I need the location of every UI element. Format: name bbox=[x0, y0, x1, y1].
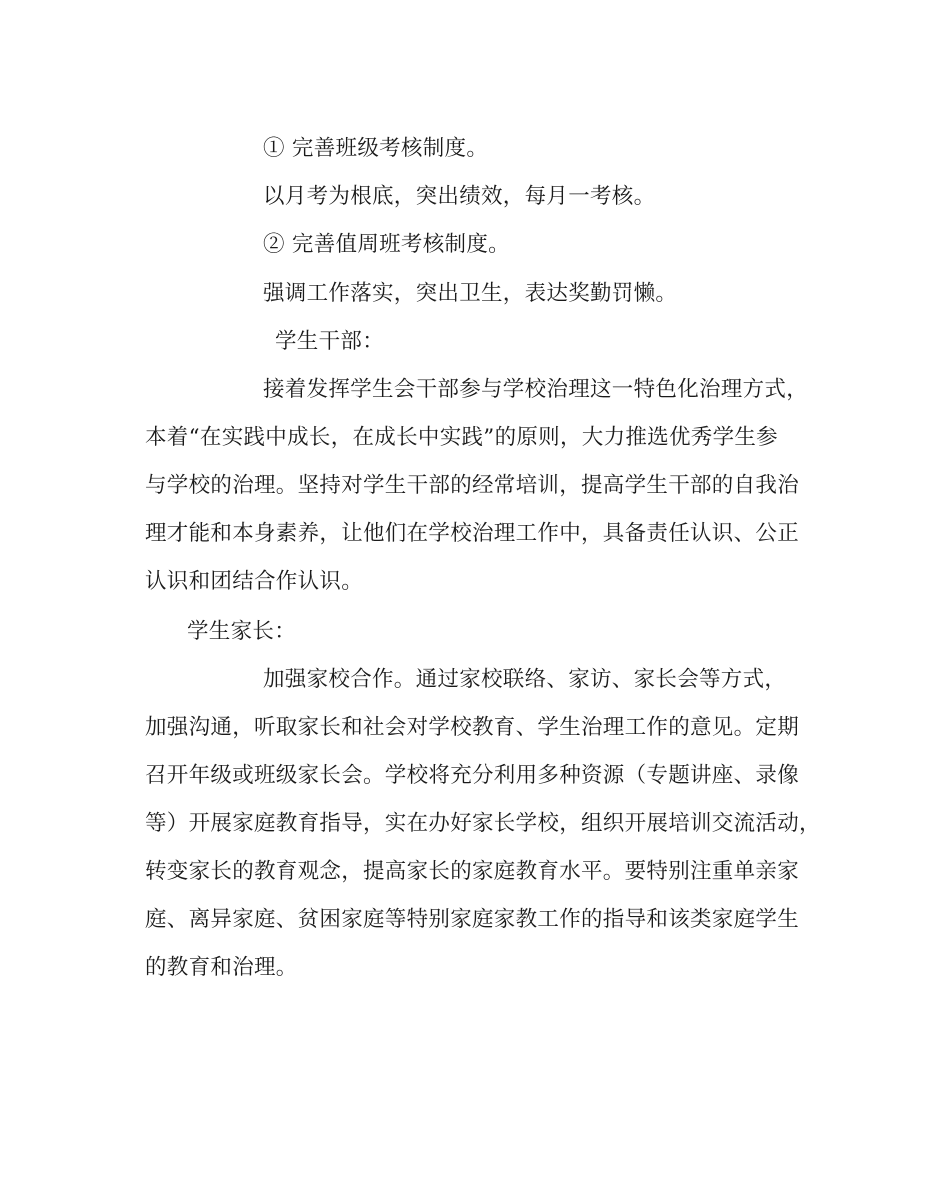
paragraph-line: 等）开展家庭教育指导，实在办好家长学校，组织开展培训交流活动， bbox=[145, 811, 821, 836]
paragraph-line: 与学校的治理。坚持对学生干部的经常培训，提高学生干部的自我治 bbox=[145, 473, 800, 498]
paragraph-line: 召开年级或班级家长会。学校将充分利用多种资源（专题讲座、录像 bbox=[145, 763, 800, 788]
list-item-class-assessment: ① 完善班级考核制度。 bbox=[263, 136, 489, 161]
paragraph-line: 加强沟通，听取家长和社会对学校教育、学生治理工作的意见。定期 bbox=[145, 715, 800, 740]
paragraph-line: 加强家校合作。通过家校联络、家访、家长会等方式， bbox=[263, 667, 787, 692]
paragraph-class-assessment: 以月考为根底，突出绩效，每月一考核。 bbox=[263, 184, 656, 209]
paragraph-line: 理才能和本身素养，让他们在学校治理工作中，具备责任认识、公正 bbox=[145, 521, 800, 546]
heading-parents: 学生家长： bbox=[187, 619, 297, 644]
paragraph-line: 庭、离异家庭、贫困家庭等特别家庭家教工作的指导和该类家庭学生 bbox=[145, 907, 800, 932]
paragraph-line: 转变家长的教育观念，提高家长的家庭教育水平。要特别注重单亲家 bbox=[145, 859, 800, 884]
paragraph-duty-class-assessment: 强调工作落实，突出卫生，表达奖勤罚懒。 bbox=[263, 281, 678, 306]
heading-student-cadres: 学生干部： bbox=[275, 329, 385, 354]
paragraph-line: 接着发挥学生会干部参与学校治理这一特色化治理方式， bbox=[263, 377, 809, 402]
paragraph-line: 认识和团结合作认识。 bbox=[145, 569, 364, 594]
paragraph-line: 本着“在实践中成长，在成长中实践”的原则，大力推选优秀学生参 bbox=[145, 425, 778, 450]
paragraph-line: 的教育和治理。 bbox=[145, 955, 298, 980]
list-item-duty-class-assessment: ② 完善值周班考核制度。 bbox=[263, 232, 510, 257]
